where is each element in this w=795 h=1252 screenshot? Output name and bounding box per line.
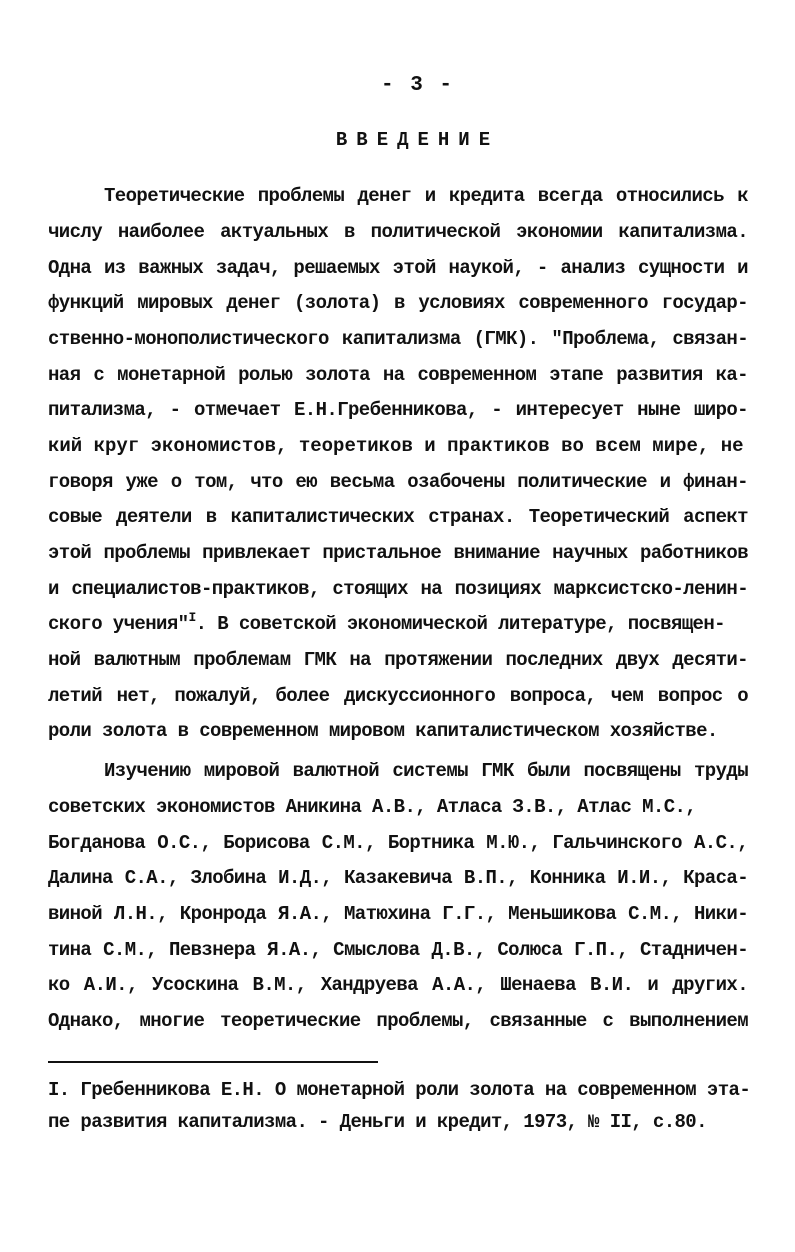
paragraph-line: Богданова О.С., Борисова С.М., Бортника М.Ю., Гальчинского А.С.,: [48, 832, 748, 854]
footnote-rule: [48, 1061, 378, 1063]
quote-end-text: ского учения": [48, 613, 189, 635]
paragraph-line: функций мировых денег (золота) в условиях современного государ-: [48, 292, 748, 314]
paragraph-line: ственно-монополистического капитализма (ГМК). "Проблема, связан-: [48, 328, 748, 350]
paragraph-line: говоря уже о том, что ею весьма озабочены политические и финан-: [48, 471, 748, 493]
footnote-line: пе развития капитализма. - Деньги и кредит, 1973, № II, с.80.: [48, 1111, 707, 1133]
footnote-marker: I: [188, 610, 196, 625]
paragraph-line: виной Л.Н., Кронрода Я.А., Матюхина Г.Г., Меньшикова С.М., Ники-: [48, 903, 748, 925]
paragraph-line: и специалистов-практиков, стоящих на позициях марксистско-ленин-: [48, 578, 748, 600]
paragraph-line: питализма, - отмечает Е.Н.Гребенникова, - интересует ныне широ-: [48, 399, 748, 421]
paragraph-line: летий нет, пожалуй, более дискуссионного вопроса, чем вопрос о: [48, 685, 748, 707]
paragraph-line: советских экономистов Аникина А.В., Атласа З.В., Атлас М.С.,: [48, 796, 697, 818]
page-number: - 3 -: [380, 74, 454, 97]
paragraph-line: [48, 612, 748, 636]
paragraph-line: роли золота в современном мировом капиталистическом хозяйстве.: [48, 720, 718, 742]
paragraph-line: Далина С.А., Злобина И.Д., Казакевича В.П., Конника И.И., Краса-: [48, 867, 748, 889]
paragraph-line: ной валютным проблемам ГМК на протяжении последних двух десяти-: [48, 649, 748, 671]
sentence-continuation: . В советской экономической литературе, посвящен-: [195, 613, 725, 635]
paragraph-line: Одна из важных задач, решаемых этой наукой, - анализ сущности и: [48, 257, 748, 279]
paragraph-line: Теоретические проблемы денег и кредита всегда относились к: [104, 185, 748, 207]
paragraph-line: кий круг экономистов, теоретиков и практиков во всем мире, не: [48, 435, 744, 457]
paragraph-line: Однако, многие теоретические проблемы, связанные с выполнением: [48, 1010, 748, 1032]
section-heading: ВВЕДЕНИЕ: [335, 129, 500, 151]
paragraph-line: совые деятели в капиталистических странах. Теоретический аспект: [48, 506, 748, 528]
paragraph-line: тина С.М., Певзнера Я.А., Смыслова Д.В., Солюса Г.П., Стадничен-: [48, 939, 748, 961]
paragraph-line: ная с монетарной ролью золота на современном этапе развития ка-: [48, 364, 748, 386]
paragraph-line: ко А.И., Усоскина В.М., Хандруева А.А., Шенаева В.И. и других.: [48, 974, 748, 996]
footnote-line: I. Гребенникова Е.Н. О монетарной роли золота на современном эта-: [48, 1079, 751, 1101]
paragraph-line: этой проблемы привлекает пристальное внимание научных работников: [48, 542, 748, 564]
paragraph-line: Изучению мировой валютной системы ГМК были посвящены труды: [104, 760, 748, 782]
paragraph-line: числу наиболее актуальных в политической экономии капитализма.: [48, 221, 748, 243]
